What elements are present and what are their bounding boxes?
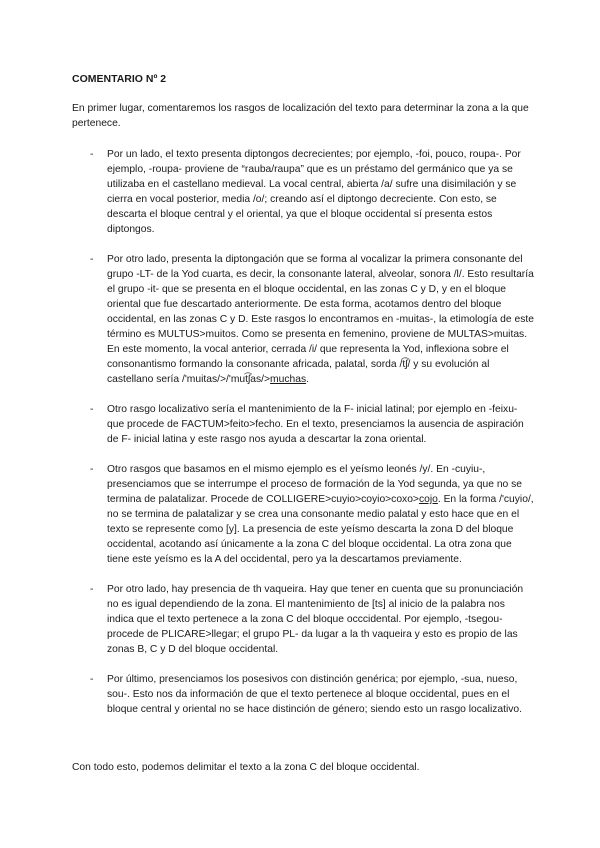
bullet-text-after: . <box>306 374 309 385</box>
intro-paragraph: En primer lugar, comentaremos los rasgos de localización del texto para determinar la zona a la que pertenece. <box>72 103 529 129</box>
bullet-item-diptongos <box>72 147 534 237</box>
bullet-text: Por otro lado, presenta la diptongación que se forma al vocalizar la primera consonante del grupo -LT- de la Yod cuarta, es decir, la consonante lateral, alveolar, sonora /l/. Esto resultaría el grupo -it- que se presenta en el bloque occidental, en las zonas C y D, y en el bloque oriental que fue descartado anteriormente. De esta forma, acotamos dentro del bloque occidental, en las zonas C y D. Este rasgos lo encontramos en -muitas-, la etimología de este término es MULTUS>muitos. Como se presenta en femenino, proviene de MULTAS>muitas. En este momento, la vocal anterior, cerrada /i/ que representa la Yod, inflexiona sobre el consonantismo formando la consonante africada, palatal, sorda /t͡ʃ/ y su evolución al castellano sería /'muitas/>/'mut͡ʃas/> <box>107 254 534 385</box>
bullet-marker: - <box>90 254 94 265</box>
underlined-word: muchas <box>270 374 307 385</box>
underlined-word: cojo <box>418 494 438 505</box>
conclusion-paragraph: Con todo esto, podemos delimitar el texto a la zona C del bloque occidental. <box>72 762 420 773</box>
bullet-item-diptongacion-lt <box>72 252 534 387</box>
bullet-item-posesivos <box>72 672 534 717</box>
bullet-text: Otro rasgos que basamos en el mismo ejemplo es el yeísmo leonés /y/. En -cuyiu-, presenciamos que se interrumpe el proceso de formación de la Yod segunda, ya que no se termina de palatalizar. Procede de COLLIGERE>cuyio>coyio>coxo> <box>107 464 523 505</box>
bullet-item-th-vaqueira <box>72 582 534 657</box>
bullet-text-after: . En la forma /'cuyio/, no se termina de palatalizar y se crea una consonante medio palatal y esto hace que en el texto se represente como [y]. La presencia de este yeísmo descarta la zona D del bloque occidental, acotando así únicamente a la zona C del bloque occidental. La otra zona que tiene este yeísmo es la A del occidental, pero ya la descartamos previamente. <box>107 494 534 565</box>
document-title: COMENTARIO Nº 2 <box>72 73 167 85</box>
bullet-text: Por un lado, el texto presenta diptongos decrecientes; por ejemplo, -foi, pouco, roupa-. Por ejemplo, -roupa- proviene de “rauba/raupa” que es un préstamo del germánico que ya se utilizaba en el castellano medieval. La vocal central, abierta /a/ sufre una disimilación y se cierra en vocal posterior, media /o/; creando así el diptongo decreciente. Con esto, se descarta el bloque central y el oriental, ya que el bloque occidental sí presenta estos diptongos. <box>107 149 521 235</box>
bullet-item-yeismo <box>72 462 534 567</box>
bullet-list <box>72 147 534 732</box>
bullet-marker: - <box>90 464 94 475</box>
bullet-text: Otro rasgo localizativo sería el mantenimiento de la F- inicial latinal; por ejemplo en -feixu- que procede de FACTUM>feito>fecho. En el texto, presenciamos la ausencia de aspiración de F- inicial latina y este rasgo nos ayuda a descartar la zona oriental. <box>107 404 524 445</box>
bullet-marker: - <box>90 149 94 160</box>
bullet-item-f-inicial <box>72 402 534 447</box>
bullet-marker: - <box>90 404 94 415</box>
bullet-text: Por otro lado, hay presencia de th vaqueira. Hay que tener en cuenta que su pronunciación no es igual dependiendo de la zona. El mantenimiento de [ts] al inicio de la palabra nos indica que el texto pertenece a la zona C del bloque occcidental. Por ejemplo, -tsegou- procede de PLICARE>llegar; el grupo PL- da lugar a la th vaqueira y esto es propio de las zonas B, C y D del bloque occidental. <box>107 584 524 655</box>
bullet-text: Por último, presenciamos los posesivos con distinción genérica; por ejemplo, -sua, nueso, sou-. Esto nos da información de que el texto pertenece al bloque occidental, pues en el bloque central y oriental no se hace distinción de género; siendo esto un rasgo localizativo. <box>107 674 522 715</box>
bullet-marker: - <box>90 584 94 595</box>
bullet-marker: - <box>90 674 94 685</box>
